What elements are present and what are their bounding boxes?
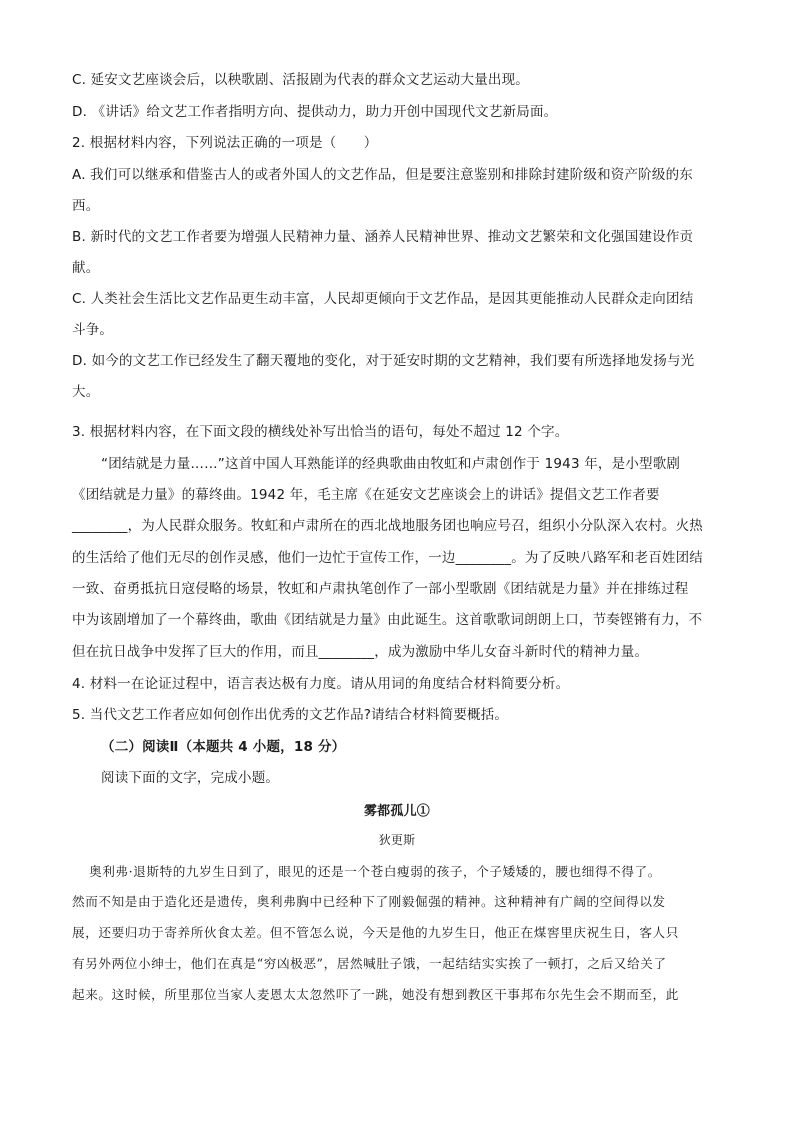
option-a-q2-cont: 西。 — [72, 198, 100, 214]
passage-line: 一致、奋勇抵抗日寇侵略的场景，牧虹和卢肃执笔创作了一部小型歌剧《团结就是力量》并在排练过程 — [72, 581, 689, 597]
option-c-q2: C. 人类社会生活比文艺作品更生动丰富，人民却更倾向于文艺作品，是因其更能推动人民群众走向团结 — [72, 291, 694, 307]
story-author: 狄更斯 — [378, 833, 416, 847]
option-b-q2-cont: 献。 — [72, 260, 100, 276]
option-c-q1: C. 延安文艺座谈会后，以秧歌剧、活报剧为代表的群众文艺运动大量出现。 — [72, 72, 530, 88]
option-b-q2: B. 新时代的文艺工作者要为增强人民精神力量、涵养人民精神世界、推动文艺繁荣和文化强国建设作贡 — [72, 229, 694, 245]
passage-line: 的生活给了他们无尽的创作灵感，他们一边忙于宣传工作，一边________。为了反映八路军和老百姓团结 — [72, 550, 703, 566]
passage-line: 但在抗日战争中发挥了巨大的作用，而且________，成为激励中华儿女奋斗新时代的精神力量。 — [72, 644, 649, 660]
question-4: 4. 材料一在论证过程中，语言表达极有力度。请从用词的角度结合材料简要分析。 — [72, 676, 570, 692]
option-a-q2: A. 我们可以继承和借鉴古人的或者外国人的文艺作品，但是要注意鉴别和排除封建阶级和资产阶级的东 — [72, 167, 693, 183]
option-d-q1: D. 《讲话》给文艺工作者指明方向、提供动力，助力开创中国现代文艺新局面。 — [72, 104, 558, 120]
option-d-q2: D. 如今的文艺工作已经发生了翻天覆地的变化，对于延安时期的文艺精神，我们要有所选择地发扬与光 — [72, 353, 695, 369]
story-line: 奥利弗·退斯特的九岁生日到了，眼见的还是一个苍白瘦弱的孩子，个子矮矮的，腰也细得不得了。 — [89, 864, 661, 879]
story-title: 雾都孤儿① — [363, 804, 430, 819]
passage-line: 中为该剧增加了一个幕终曲，歌曲《团结就是力量》由此诞生。这首歌歌词朗朗上口，节奏铿锵有力，不 — [72, 612, 703, 628]
passage-line: ________，为人民群众服务。牧虹和卢肃所在的西北战地服务团也响应号召，组织小分队深入农村。火热 — [72, 518, 703, 534]
option-d-q2-cont: 大。 — [72, 384, 100, 400]
question-5: 5. 当代文艺工作者应如何创作出优秀的文艺作品?请结合材料简要概括。 — [72, 707, 509, 723]
story-line: 起来。这时候，所里那位当家人麦恩太太忽然吓了一跳，她没有想到教区干事邦布尔先生会不期而至，此 — [72, 987, 679, 1002]
question-3: 3. 根据材料内容，在下面文段的横线处补写出恰当的语句，每处不超过 12 个字。 — [72, 424, 569, 440]
passage-line: “团结就是力量……”这首中国人耳熟能详的经典歌曲由牧虹和卢肃创作于 1943 年，是小型歌剧 — [101, 456, 681, 472]
reading-instruction: 阅读下面的文字，完成小题。 — [101, 770, 280, 786]
story-line: 展，还要归功于寄养所伙食太差。但不管怎么说，今天是他的九岁生日，他正在煤窖里庆祝生日，客人只 — [72, 925, 679, 940]
story-line: 有另外两位小绅士，他们在真是“穷凶极恶”，居然喊肚子饿，一起结结实实挨了一顿打，之后又给关了 — [72, 956, 667, 971]
section-heading: （二）阅读Ⅱ（本题共 4 小题，18 分） — [101, 739, 346, 755]
option-c-q2-cont: 斗争。 — [72, 322, 114, 338]
passage-line: 《团结就是力量》的幕终曲。1942 年，毛主席《在延安文艺座谈会上的讲话》提倡文艺工作者要 — [72, 487, 660, 503]
question-2: 2. 根据材料内容，下列说法正确的一项是（ ） — [72, 135, 378, 151]
story-line: 然而不知是由于造化还是遗传，奥利弗胸中已经种下了刚毅倔强的精神。这种精神有广阔的空间得以发 — [72, 894, 666, 909]
